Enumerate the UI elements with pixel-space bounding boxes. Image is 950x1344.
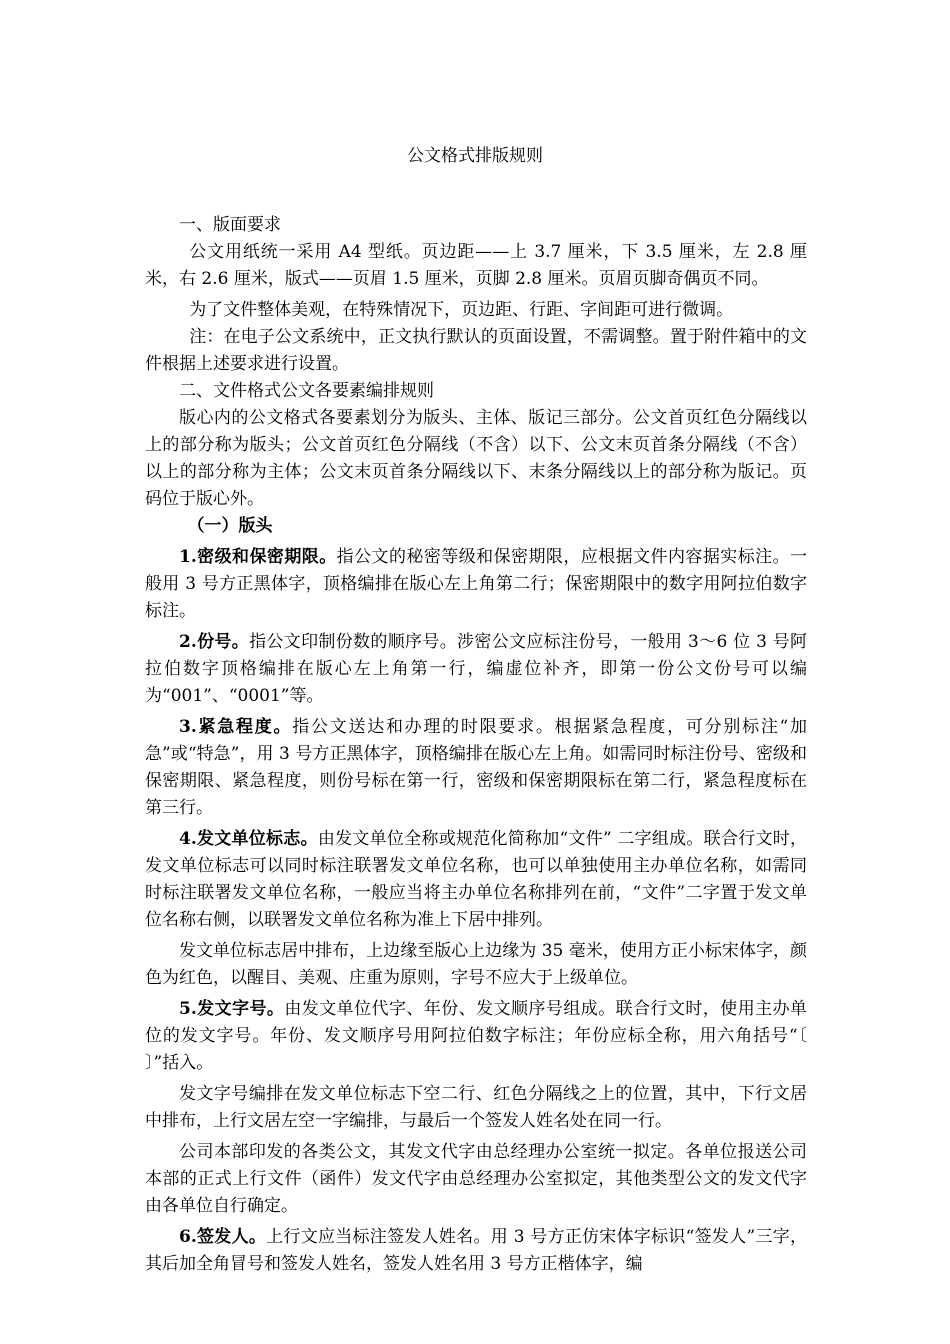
text-signer: 上行文应当标注签发人姓名。用 3 号方正仿宋体字标识“签发人”三字，其后加全角冒号和签发人姓名，签发人姓名用 3 号方正楷体字，编: [145, 1227, 807, 1274]
lead-secret-level: 1.密级和保密期限。: [179, 547, 337, 567]
text-issuer-mark: 由发文单位全称或规范化简称加“文件” 二字组成。联合行文时，发文单位标志可以同时标注联署发文单位名称，也可以单独使用主办单位名称，如需同时标注联署发文单位名称，一般应当将主办单位名称排列在前，“文件”二字置于发文单位名称右侧，以联署发文单位名称为准上下居中排列。: [145, 829, 807, 930]
paragraph-layout-parts: 版心内的公文格式各要素划分为版头、主体、版记三部分。公文首页红色分隔线以上的部分称为版头；公文首页红色分隔线（不含）以下、公文末页首条分隔线（不含）以上的部分称为主体；公文末页首条分隔线以下、末条分隔线以上的部分称为版记。页码位于版心外。: [145, 408, 807, 509]
paragraph-issuer-mark-layout: 发文单位标志居中排布，上边缘至版心上边缘为 35 毫米，使用方正小标宋体字，颜色为红色，以醒目、美观、庄重为原则，字号不应大于上级单位。: [145, 941, 807, 988]
text-copy-number: 指公文印制份数的顺序号。涉密公文应标注份号，一般用 3～6 位 3 号阿拉伯数字顶格编排在版心左上角第一行，编虚位补齐，即第一份公文份号可以编为“001”、“0001”等。: [145, 632, 808, 706]
document-title: 公文格式排版规则: [407, 146, 543, 166]
lead-issuer-mark: 4.发文单位标志。: [179, 829, 318, 849]
lead-urgency: 3.紧急程度。: [179, 717, 293, 737]
paragraph-document-code: 公司本部印发的各类公文，其发文代字由总经理办公室统一拟定。各单位报送公司本部的正式上行文件（函件）发文代字由总经理办公室拟定，其他类型公文的发文代字由各单位自行确定。: [145, 1142, 807, 1216]
paragraph-urgency: [145, 714, 807, 822]
section-heading-elements: 二、文件格式公文各要素编排规则: [179, 381, 434, 401]
paragraph-signer: [145, 1224, 807, 1278]
paragraph-paper-margins: 公文用纸统一采用 A4 型纸。页边距——上 3.7 厘米，下 3.5 厘米，左 2.8 厘米，右 2.6 厘米，版式——页眉 1.5 厘米，页脚 2.8 厘米。页眉页脚奇偶页不同。: [145, 242, 807, 289]
text-secret-level: 指公文的秘密等级和保密期限，应根据文件内容据实标注。一般用 3 号方正黑体字，顶格编排在版心左上角第二行；保密期限中的数字用阿拉伯数字标注。: [145, 547, 807, 621]
text-urgency: 指公文送达和办理的时限要求。根据紧急程度，可分别标注“加急”或“特急”，用 3 号方正黑体字，顶格编排在版心左上角。如需同时标注份号、密级和保密期限、紧急程度，则份号标在第一行，密级和保密期限标在第二行，紧急程度标在第三行。: [145, 717, 807, 818]
text-document-number: 由发文单位代字、年份、发文顺序号组成。联合行文时，使用主办单位的发文字号。年份、发文顺序号用阿拉伯数字标注；年份应标全称，用六角括号“〔 〕”括入。: [145, 999, 808, 1073]
paragraph-fine-tuning: 为了文件整体美观，在特殊情况下，页边距、行距、字间距可进行微调。: [189, 300, 734, 320]
paragraph-secret-level: [145, 544, 807, 625]
lead-copy-number: 2.份号。: [179, 632, 250, 652]
lead-document-number: 5.发文字号。: [179, 999, 285, 1019]
document-body: [145, 212, 807, 1278]
lead-signer: 6.签发人。: [179, 1227, 267, 1247]
subheading-header: （一）版头: [187, 516, 273, 536]
paragraph-issuer-mark: [145, 826, 807, 934]
paragraph-document-number: [145, 996, 807, 1077]
section-heading-layout: 一、版面要求: [179, 215, 281, 235]
paragraph-electronic-note: 注：在电子公文系统中，正文执行默认的页面设置，不需调整。置于附件箱中的文件根据上述要求进行设置。: [145, 327, 807, 374]
paragraph-copy-number: [145, 629, 807, 710]
paragraph-document-number-layout: 发文字号编排在发文单位标志下空二行、红色分隔线之上的位置，其中，下行文居中排布，上行文居左空一字编排，与最后一个签发人姓名处在同一行。: [145, 1084, 807, 1131]
